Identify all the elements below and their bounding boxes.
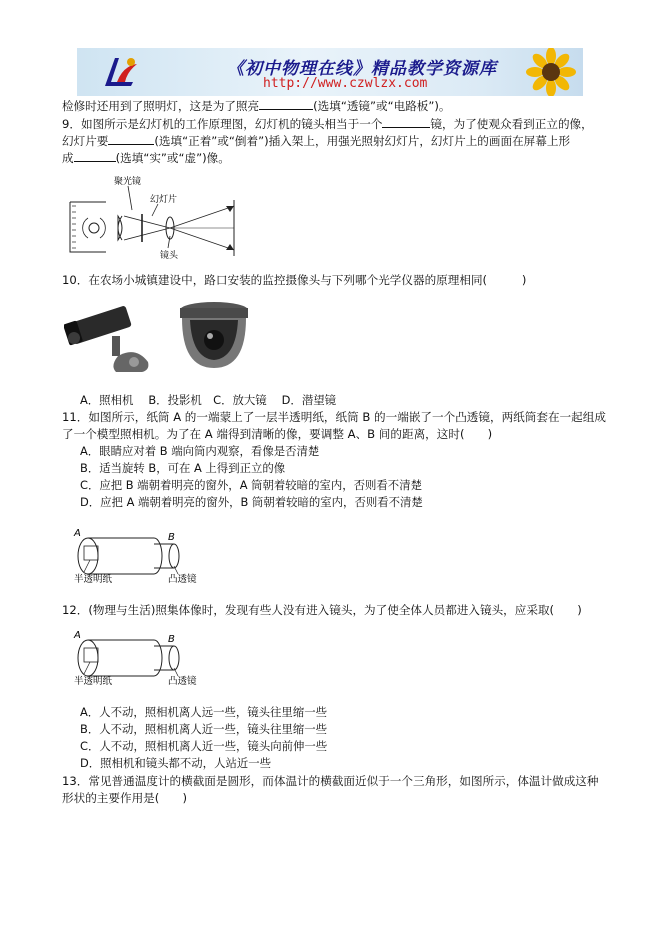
q10-options: A．照相机 B．投影机 C．放大镜 D．潜望镜 xyxy=(80,393,336,407)
text-line-continuation: 检修时还用到了照明灯，这是为了照亮 (选填“透镜”或“电路板”)。 xyxy=(62,99,451,113)
label-a: A xyxy=(74,528,81,539)
label-slide: 幻灯片 xyxy=(150,195,178,205)
q11-option-a: A．眼睛应对着 B 端向筒内观察，看像是否清楚 xyxy=(80,444,320,458)
banner-url: http://www.czwlzx.com xyxy=(263,76,428,91)
q11-stem-1: 11．如图所示，纸筒 A 的一端蒙上了一层半透明纸，纸筒 B 的一端嵌了一个凸透镜，两纸筒套在一起组成 xyxy=(62,410,606,424)
answer-blank[interactable] xyxy=(259,98,313,110)
q11-option-c: C．应把 B 端朝着明亮的窗外，A 筒朝着较暗的室内，否则看不清楚 xyxy=(80,478,422,492)
q9-line-3: 成 (选填“实”或“虚”)像。 xyxy=(62,151,230,165)
label-condenser: 聚光镜 xyxy=(114,177,142,187)
q13-stem-1: 13．常见普通温度计的横截面是圆形，而体温计的横截面近似于一个三角形，如图所示，体温计做成这种 xyxy=(62,774,599,788)
model-camera-diagram xyxy=(66,524,216,586)
model-camera-diagram-2 xyxy=(66,626,216,688)
q9-line-2: 幻灯片要 (选填“正着”或“倒着”)插入架上，用强光照射幻灯片，幻灯片上的画面在屏幕上形 xyxy=(62,134,571,148)
label-translucent-paper: 半透明纸 xyxy=(74,676,113,687)
q11-option-b: B．适当旋转 B，可在 A 上得到正立的像 xyxy=(80,461,286,475)
label-convex-lens: 凸透镜 xyxy=(168,676,197,687)
q12-option-c: C．人不动，照相机离人近一些，镜头向前伸一些 xyxy=(80,739,328,753)
q9-line-1: 9．如图所示是幻灯机的工作原理图，幻灯机的镜头相当于一个 镜，为了使观众看到正立的像， xyxy=(62,117,593,131)
answer-blank[interactable] xyxy=(108,133,154,145)
label-convex-lens: 凸透镜 xyxy=(168,574,197,585)
q12-option-b: B．人不动，照相机离人近一些，镜头往里缩一些 xyxy=(80,722,328,736)
q12-option-d: D．照相机和镜头都不动，人站近一些 xyxy=(80,756,272,770)
label-translucent-paper: 半透明纸 xyxy=(74,574,113,585)
header-banner xyxy=(77,48,583,96)
bullet-camera-image xyxy=(64,296,162,374)
sunflower-icon xyxy=(517,48,583,96)
q12-stem: 12．(物理与生活)照集体像时，发现有些人没有进入镜头，为了使全体人员都进入镜头，应采取( ) xyxy=(62,603,582,617)
answer-blank[interactable] xyxy=(382,116,430,128)
label-b: B xyxy=(168,532,175,543)
q11-stem-2: 了一个模型照相机。为了在 A 端得到清晰的像，要调整 A、B 间的距离，这时( ) xyxy=(62,427,493,441)
banner-title: 《初中物理在线》精品教学资源库 xyxy=(227,59,497,79)
label-b: B xyxy=(168,634,175,645)
logo-icon xyxy=(97,52,143,92)
projector-diagram xyxy=(66,170,246,262)
q10-stem: 10．在农场小城镇建设中，路口安装的监控摄像头与下列哪个光学仪器的原理相同( ) xyxy=(62,273,527,287)
q13-stem-2: 形状的主要作用是( ) xyxy=(62,791,187,805)
q12-option-a: A．人不动，照相机离人远一些，镜头往里缩一些 xyxy=(80,705,327,719)
q11-option-d: D．应把 A 端朝着明亮的窗外，B 筒朝着较暗的室内，否则看不清楚 xyxy=(80,495,423,509)
answer-blank[interactable] xyxy=(74,150,116,162)
dome-camera-image xyxy=(174,296,254,376)
label-a: A xyxy=(74,630,81,641)
label-lens: 镜头 xyxy=(160,251,179,261)
